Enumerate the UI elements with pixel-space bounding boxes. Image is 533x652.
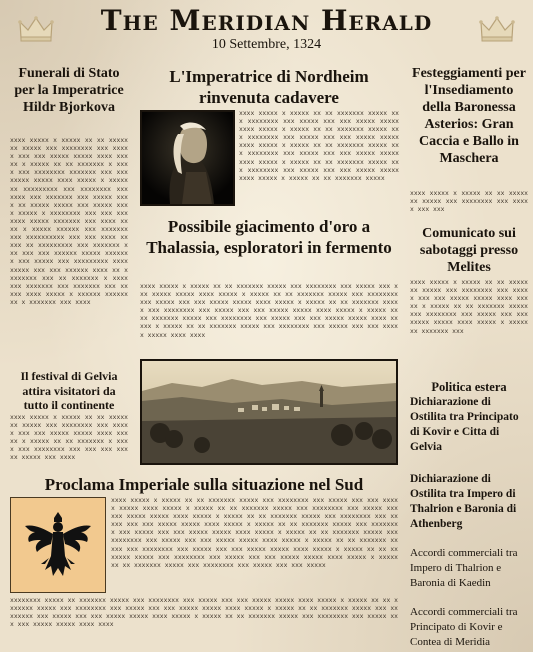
crown-icon xyxy=(18,14,54,44)
sabotage-headline: Comunicato sui sabotaggi presso Melites xyxy=(419,226,519,275)
empress-portrait-image xyxy=(140,110,235,206)
funeral-headline: Funerali di Stato per la Imperatrice Hildr Bjorkova xyxy=(14,66,124,115)
funeral-article-body: xxxx xxxxx x xxxxx xx xx xxxxxxx xxxxx xxx xxxxxxxx xxx xxxxx xxx xxx xxxxx xxxxx xxxx xxxxx x xxxxx xx xx xxxxxxx x xxxx xxx xxxxxxxx xxxxxxx xxx xxx xxxxx xxxxx xxxx xxxxx x xxxxx xx xxxxxxxxx xxx xxxxxxxx xxx xxxx xxx xxxxxxx xxx xxxxx xxxx xx xxxxx xxxxx xxx xxxxx xxxx xxxxx x xxxxxxxx xxx xxx xxxxxxx xxxxx xxxxxxx xxx xxxx xxxx x xxxxx xxxxxx xxx xxxxxxx xxx xxxxxxxxxx xxx xxx xxxx xxxxx xx xxxxxxxxx xxx xxxxxxx xxx xxx xxx xxxxxx xxxxx xxxxxxx xxx xxxxx xxx xxxxxxxxx xxxx xxxxx xxx xxx xxxxxx xxxx xx xxxxxxxx xxx xx xxxxxxx x xxxx xxx xxxxxxx xxx xxxxxxx xxx xx xxx xxxx xxxxx x xxxxxx xxxxxxxx x xxxxxxx xxx xxxx xyxy=(10,137,128,306)
sabotage-article-body: xxxx xxxxx x xxxxx xx xx xxxxxxx xxxxx xxx xxxxxxxx xxx xxxxx xxx xxx xxxxx xxxxx xxxx xxxxx x xxxxx xx xx xxxxxxx xxxxx xxx xxxxxxxx xxx xxxxx xxx xxx xxxxx xxxxx xxxx xxxxx x xxxxx xx xxxxxxx xxx xyxy=(410,279,528,335)
issue-date: 10 Settembre, 1324 xyxy=(211,37,322,52)
baroness-headline: Festeggiamenti per l'Insediamento della Baronessa Asterios: Gran Caccia e Ballo in Maschera xyxy=(412,66,526,166)
eagle-crest-icon xyxy=(10,497,106,593)
foreign-item-2: Dichiarazione di Ostilita tra Impero di Thalrion e Baronia di Athenberg xyxy=(410,473,517,530)
gold-article-body: xxxx xxxxx x xxxxx xx xx xxxxxxx xxxxx xxx xxxxxxxx xxx xxxxx xxx xxx xxxxx xxxxx xxxx xxxxx x xxxxx xx xx xxxxxxx xxxxx xxx xxxxxxxx xxx xxxxx xxx xxx xxxxx xxxxx xxxx xxxxx x xxxxx xx xx xxxxxxx xxxxx xxx xxxxxxxx xxx xxxxx xxx xxx xxxxx xxxxx xxxx xxxxx x xxxxx xx xx xxxxxxx xxxxx xxx xxxxxxxx xxx xxxxx xxx xxx xxxxx xxxxx xxxx xxxxx x xxxxx xx xx xxxxxxx xxxxx xxx xxxxxxxx xxx xxxxx xxx xxx xxxxx xxxxx xxxx xxxx xyxy=(140,283,398,339)
newspaper-title: The Meridian Herald xyxy=(100,4,433,37)
baroness-article-body: xxxx xxxxx x xxxxx xx xx xxxxxxx xxxxx xxx xxxxxxxx xxx xxxxx xxx xxx xyxy=(410,190,528,214)
foreign-item-3: Accordi commerciali tra Impero di Thalrion e Baronia di Kaedin xyxy=(410,547,518,589)
proclamation-headline: Proclama Imperiale sulla situazione nel Sud xyxy=(44,475,364,494)
foreign-item-4: Accordi commerciali tra Principato di Kovir e Contea di Meridia xyxy=(410,606,518,648)
foreign-policy-heading: Politica estera xyxy=(431,380,507,394)
proclamation-article-tail: xxxxxxxx xxxxx xx xxxxxxx xxxxx xxx xxxxxxxx xxx xxxxx xxx xxx xxxxx xxxxx xxxx xxxxx x xxxxx xx xx xxxxxxx xxxxx xxx xxxxxxxx xxx xxxxx xxx xxx xxxxx xxxxx xxxx xxxxx x xxxxx xx xx xxxxxxx xxxxx xxx xxxxxxxx xxx xxxxx xxx xxx xxxxx xxxxx xxxx xxxxx x xxxxx xx xx xxxxxxx xxxxx xxx xxxxxxxx xxx xxxxx xxx xxx xxxxx xxxxx xxxx xxxx xyxy=(10,597,398,629)
crown-icon xyxy=(479,14,515,44)
festival-headline: Il festival di Gelvia attira visitatori da tutto il continente xyxy=(20,369,118,412)
landscape-image xyxy=(140,359,398,465)
masthead xyxy=(0,6,533,53)
foreign-item-1: Dichiarazione di Ostilita tra Principato di Kovir e Citta di Gelvia xyxy=(410,396,519,453)
empress-headline: L'Imperatrice di Nordheim rinvenuta cadavere xyxy=(169,67,369,107)
proclamation-article-body: xxxx xxxxx x xxxxx xx xx xxxxxxx xxxxx xxx xxxxxxxx xxx xxxxx xxx xxx xxxxx xxxxx xxxx xxxxx x xxxxx xx xx xxxxxxx xxxxx xxx xxxxxxxx xxx xxxxx xxx xxx xxxxx xxxxx xxxx xxxxx x xxxxx xx xx xxxxxxx xxxxx xxx xxxxxxxx xxx xxxxx xxx xxx xxxxx xxxxx xxxx xxxxx x xxxxx xx xx xxxxxxx xxxxx xxx xxxxxxxx xxx xxxxx xxx xxx xxxxx xxxxx xxxx xxxxx x xxxxx xx xx xxxxxxx xxxxx xxx xxxxxxxx xxx xxxxx xxx xxx xxxxx xxxxx xxxx xxxxx x xxxxx xx xx xxxxxxx xxxxx xxx xxxxxxxx xxx xxxxx xxx xxx xxxxx xxxxx xxxx xxxxx x xxxxx xx xx xxxxxxx xxxxx xxx xxxxxxxx xxx xxxxx xxx xxx xxxxx xxxxx xxxx xxxxx x xxxxx xx xx xxxxxxx xxxxx xxx xxxxxxxx xxx xxxxx xxx xxx xxxxx xyxy=(111,497,398,569)
festival-article-body: xxxx xxxxx x xxxxx xx xx xxxxxxx xxxxx xxx xxxxxxxx xxx xxxxx xxx xxx xxxxx xxxxx xxxx xxxxx x xxxxx xx xx xxxxxxx x xxxx xxx xxxxxxxx xxx xxx xxx xxxxx xxxxx xxx xxxx xyxy=(10,414,128,462)
gold-headline: Possibile giacimento d'oro a Thalassia, esploratori in fermento xyxy=(146,217,392,257)
empress-article-body: xxxx xxxxx x xxxxx xx xx xxxxxxx xxxxx xxx xxxxxxxx xxx xxxxx xxx xxx xxxxx xxxxx xxxx xxxxx x xxxxx xx xx xxxxxxx xxxxx xxx xxxxxxxx xxx xxxxx xxx xxx xxxxx xxxxx xxxx xxxxx x xxxxx xx xx xxxxxxx xxxxx xxx xxxxxxxx xxx xxxxx xxx xxx xxxxx xxxxx xxxx xxxxx x xxxxx xx xx xxxxxxx xxxxx xxx xxxxxxxx xxx xxxxx xxx xxx xxxxx xxxxx xxxx xxxxx x xxxxx xx xx xxxxxxx xxxxx xyxy=(239,110,399,182)
